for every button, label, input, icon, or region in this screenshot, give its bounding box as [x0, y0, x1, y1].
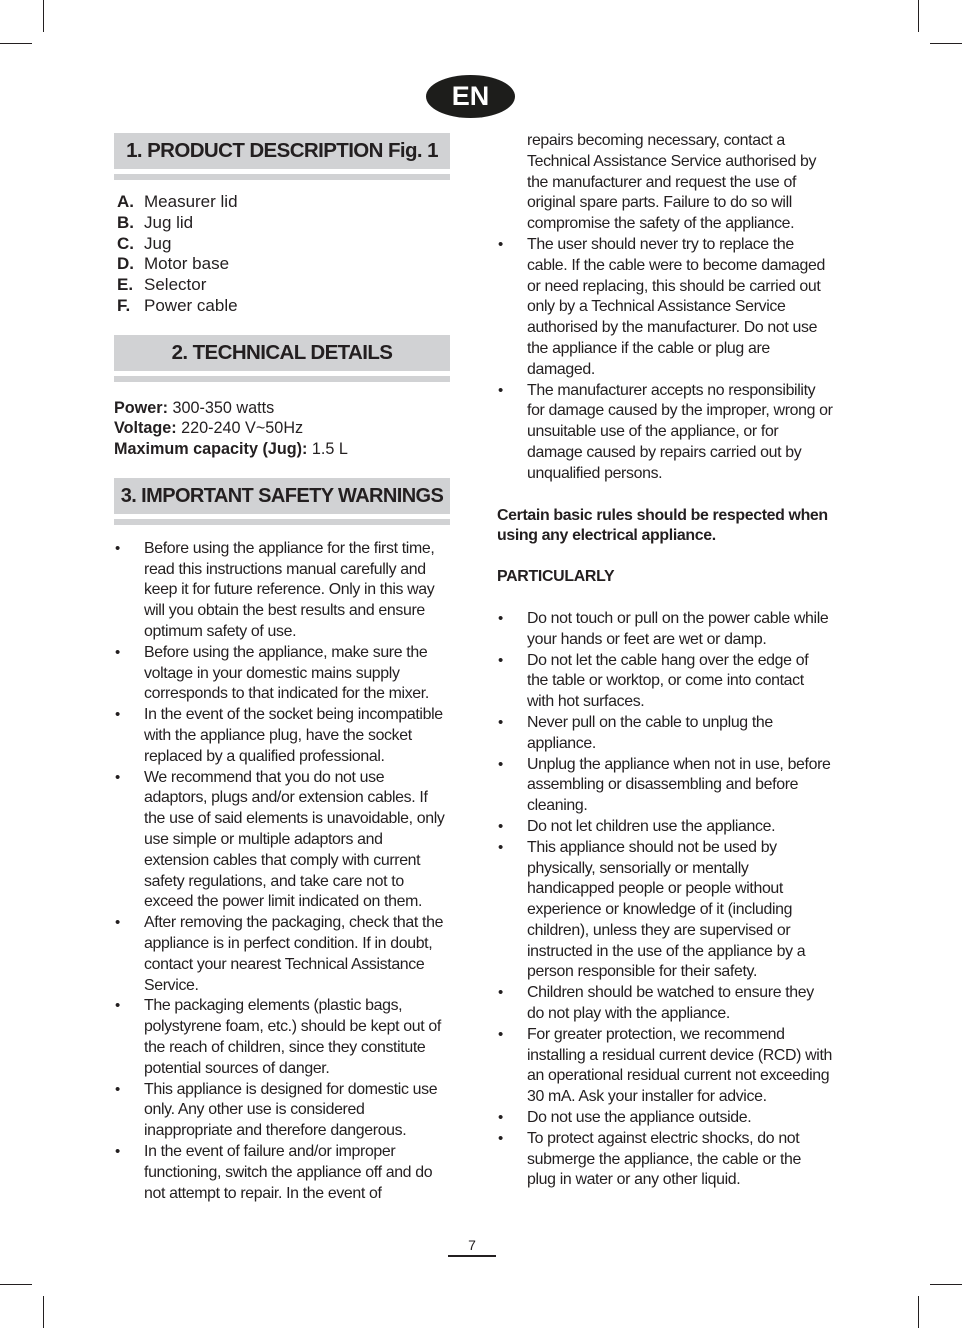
bullet-item: • For greater protection, we recommend installing a residual current device (RCD) with an operational residual current not exceeding 30 mA. Ask your installer for advice. [497, 1025, 833, 1108]
spec-label: Power: [114, 398, 168, 417]
bullet-item: • Do not let children use the appliance. [497, 817, 833, 838]
part-item [117, 254, 450, 275]
particular-rules-list [497, 609, 833, 1191]
crop-mark [0, 1284, 32, 1285]
part-label: Motor base [144, 254, 230, 274]
bullet-item: • The user should never try to replace the cable. If the cable were to become damaged or need replacing, this should be carried out only by a Technical Assistance Service authorised by the manufacturer. Do not use the appliance if the cable or plug are damaged. [497, 235, 833, 381]
part-item [117, 275, 450, 296]
spec-value: 220-240 V~50Hz [176, 419, 304, 438]
part-letter: B. [117, 212, 134, 232]
spec-value: 300-350 watts [167, 398, 275, 417]
bullet-item: • Never pull on the cable to unplug the appliance. [497, 713, 833, 755]
crop-mark [930, 1284, 962, 1285]
crop-mark [43, 0, 44, 32]
part-label: Jug [144, 233, 172, 253]
crop-mark [918, 1296, 919, 1328]
basic-rules-statement: Certain basic rules should be respected when using any electrical appliance. [497, 506, 828, 545]
parts-list [117, 192, 450, 317]
bullet-item: • Do not let the cable hang over the edge of the table or worktop, or come into contact with hot surfaces. [497, 651, 833, 713]
section-divider [114, 174, 450, 180]
part-letter: E. [117, 275, 134, 295]
language-badge: EN [426, 75, 515, 118]
bullet-item: • In the event of the socket being incompatible with the appliance plug, have the socket replaced by a qualified professional. [114, 705, 450, 767]
spec-label: Voltage: [114, 419, 177, 438]
left-column [114, 133, 450, 1204]
part-letter: C. [117, 233, 134, 253]
crop-mark [930, 43, 962, 44]
spec-row [114, 418, 450, 439]
part-label: Jug lid [144, 212, 194, 232]
bullet-item: • Children should be watched to ensure they do not play with the appliance. [497, 983, 833, 1025]
part-letter: D. [117, 254, 134, 274]
spec-row [114, 398, 450, 419]
crop-mark [918, 0, 919, 32]
part-item [117, 296, 450, 317]
part-label: Measurer lid [144, 192, 238, 211]
bullet-item: • Before using the appliance for the first time, read this instructions manual carefully and keep it for future reference. Only in this way will you obtain the best results and ensure optimum safety of use. [114, 539, 450, 643]
bullet-item: • Do not touch or pull on the power cable while your hands or feet are wet or damp. [497, 609, 833, 651]
spec-label: Maximum capacity (Jug): [114, 440, 308, 459]
part-letter: F. [117, 295, 131, 315]
bullet-item: • The manufacturer accepts no responsibility for damage caused by the improper, wrong or unsuitable use of the appliance, or for damage caused by repairs carried out by unqualified persons. [497, 381, 833, 485]
section-heading-safety-warnings: 3. IMPORTANT SAFETY WARNINGS [114, 478, 450, 514]
crop-mark [43, 1296, 44, 1328]
spec-row [114, 439, 450, 460]
section-divider [114, 519, 450, 525]
bullet-item: • Unplug the appliance when not in use, before assembling or disassembling and before cleaning. [497, 755, 833, 817]
safety-warnings-list [114, 539, 450, 1205]
bullet-item: • This appliance should not be used by physically, sensorially or mentally handicapped people or people without experience or knowledge of it (including children), unless they are supervised or instructed in the use of the appliance by a person responsible for their safety. [497, 838, 833, 984]
bullet-item: • We recommend that you do not use adaptors, plugs and/or extension cables. If the use of said elements is unavoidable, only use simple or multiple adaptors and extension cables that comply with current safety regulations, and take care not to exceed the power limit indicated on them. [114, 768, 450, 914]
bullet-item: • To protect against electric shocks, do not submerge the appliance, the cable or the plug in water or any other liquid. [497, 1129, 833, 1191]
bullet-item: • Before using the appliance, make sure the voltage in your domestic mains supply corresponds to that indicated for the mixer. [114, 643, 450, 705]
spec-value: 1.5 L [307, 440, 348, 459]
safety-warnings-list-continued [497, 235, 833, 485]
part-label: Selector [144, 275, 207, 295]
section-heading-product-description: 1. PRODUCT DESCRIPTION Fig. 1 [114, 133, 450, 169]
part-item [117, 234, 450, 255]
part-item [117, 192, 450, 213]
particularly-heading: PARTICULARLY [497, 568, 615, 586]
section-divider [114, 376, 450, 382]
bullet-item: • After removing the packaging, check that the appliance is in perfect condition. If in doubt, contact your nearest Technical Assistance Service. [114, 913, 450, 996]
technical-specs [114, 398, 450, 460]
part-label: Power cable [144, 295, 238, 315]
part-letter: A. [117, 192, 134, 211]
page-number: 7 [448, 1236, 496, 1257]
bullet-item: • The packaging elements (plastic bags, polystyrene foam, etc.) should be kept out of the reach of children, since they constitute potential sources of danger. [114, 996, 450, 1079]
continued-warning-text: repairs becoming necessary, contact a Technical Assistance Service authorised by the manufacturer and request the use of original spare parts. Failure to do so will compromise the safety of the appliance. [527, 132, 817, 233]
bullet-item: • In the event of failure and/or improper functioning, switch the appliance off and do not attempt to repair. In the event of [114, 1142, 450, 1204]
bullet-item: • Do not use the appliance outside. [497, 1108, 833, 1129]
section-heading-technical-details: 2. TECHNICAL DETAILS [114, 335, 450, 371]
bullet-item: • This appliance is designed for domestic use only. Any other use is considered inappropriate and therefore dangerous. [114, 1080, 450, 1142]
part-item [117, 213, 450, 234]
crop-mark [0, 43, 32, 44]
right-column [497, 131, 833, 1191]
